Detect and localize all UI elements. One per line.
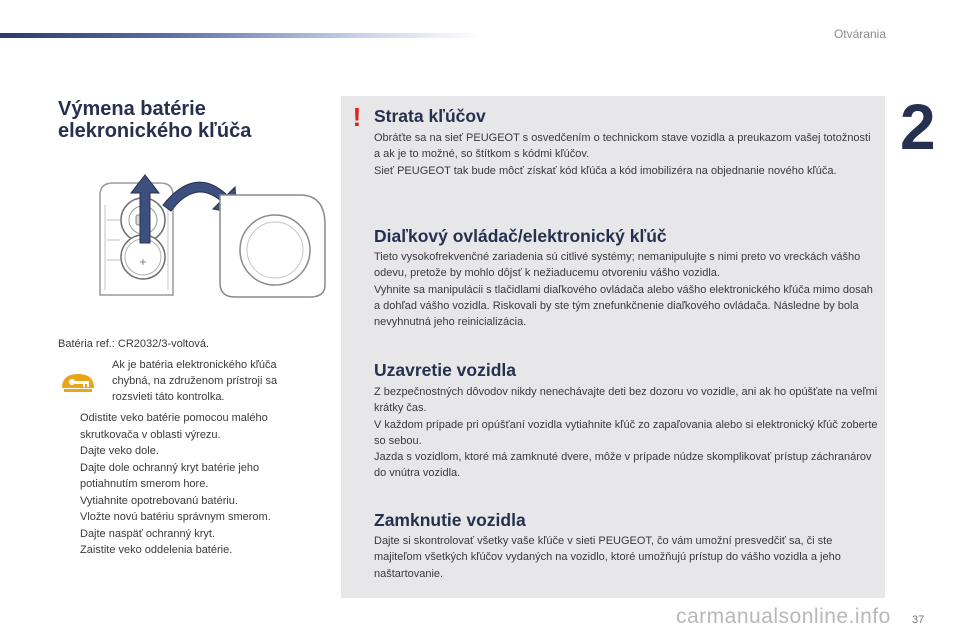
remote-control-text: Tieto vysokofrekvenčné zariadenia sú citlivé systémy; nemanipulujte s nimi preto vo vreckách vášho odevu, pretože by mohlo dôjsť k nežiaducemu otvoreniu vášho vozidla. Vyhnite sa manipulácii s tlačidlami diaľkového ovládača alebo vášho elektronického kľúča mimo dosah a dohľad vášho vozidla. Riskovali by ste tým znefunkčnenie diaľkového ovládača. Následne by bola nevyhnutná jeho reinicializácia.	[374, 251, 873, 329]
step-item: Dajte veko dole.	[80, 445, 159, 457]
lost-keys-text: Obráťte sa na sieť PEUGEOT s osvedčením o technickom stave vozidla a preukazom vašej totožnosti a ak je to možné, so štítkom s kódmi kľúčov. Sieť PEUGEOT tak bude môcť získať kód kľúča a kód imobilizéra na objednanie nového kľúča.	[374, 132, 871, 177]
watermark: carmanualsonline.info	[676, 605, 891, 628]
battery-reference: Batéria ref.: CR2032/3-voltová.	[58, 338, 210, 350]
step-item: Zaistite veko oddelenia batérie.	[80, 544, 233, 556]
left-title-line2: elekronického kľúča	[58, 120, 252, 142]
svg-text:+: +	[138, 257, 148, 268]
left-title-line1: Výmena batérie	[58, 98, 206, 120]
step-item: Dajte naspäť ochranný kryt.	[80, 527, 215, 540]
page-number: 37	[912, 614, 925, 626]
heading-closing-vehicle: Uzavretie vozidla	[374, 360, 516, 380]
battery-steps-list	[58, 410, 318, 559]
step-item: Dajte dole ochranný kryt batérie jeho potiahnutím smerom hore.	[80, 461, 260, 490]
header-gradient-bar	[0, 33, 480, 38]
step-item: Vložte novú batériu správnym smerom.	[80, 511, 271, 523]
heading-lost-keys: Strata kľúčov	[374, 106, 486, 126]
locking-vehicle-text: Dajte si skontrolovať všetky vaše kľúče v sieti PEUGEOT, čo vám umožní presvedčiť sa, či ste majiteľom všetkých kľúčov vydaných na vozidlo, ktoré umožňujú prístup do vášho vozidla a jeho naštartovanie.	[374, 535, 841, 580]
left-title	[58, 98, 328, 142]
alert-exclamation-icon: !	[352, 102, 362, 132]
step-item: Vytiahnite opotrebovanú batériu.	[80, 494, 238, 507]
heading-remote-control: Diaľkový ovládač/elektronický kľúč	[374, 226, 667, 246]
key-battery-warning-icon	[58, 366, 98, 394]
battery-replacement-illustration	[85, 165, 330, 300]
heading-locking-vehicle: Zamknutie vozidla	[374, 510, 526, 530]
step-item: Odistite veko batérie pomocou malého skrutkovača v oblasti výrezu.	[80, 412, 268, 441]
chapter-number: 2	[900, 91, 936, 163]
closing-vehicle-text: Z bezpečnostných dôvodov nikdy nenechávajte deti bez dozoru vo vozidle, ani ak ho opúšťate na veľmi krátky čas. V každom prípade pri opúšťaní vozidla vytiahnite kľúč zo zapaľovania alebo si elektronický kľúč zoberte so sebou. Jazda s vozidlom, ktoré má zamknuté dvere, môže v prípade núdze skomplikovať prístup záchranárov do vnútra vozidla.	[374, 386, 878, 480]
section-label: Otvárania	[833, 27, 886, 41]
battery-warning-text: Ak je batéria elektronického kľúča chybná, na združenom prístroji sa rozsvieti táto kontrolka.	[112, 359, 278, 403]
